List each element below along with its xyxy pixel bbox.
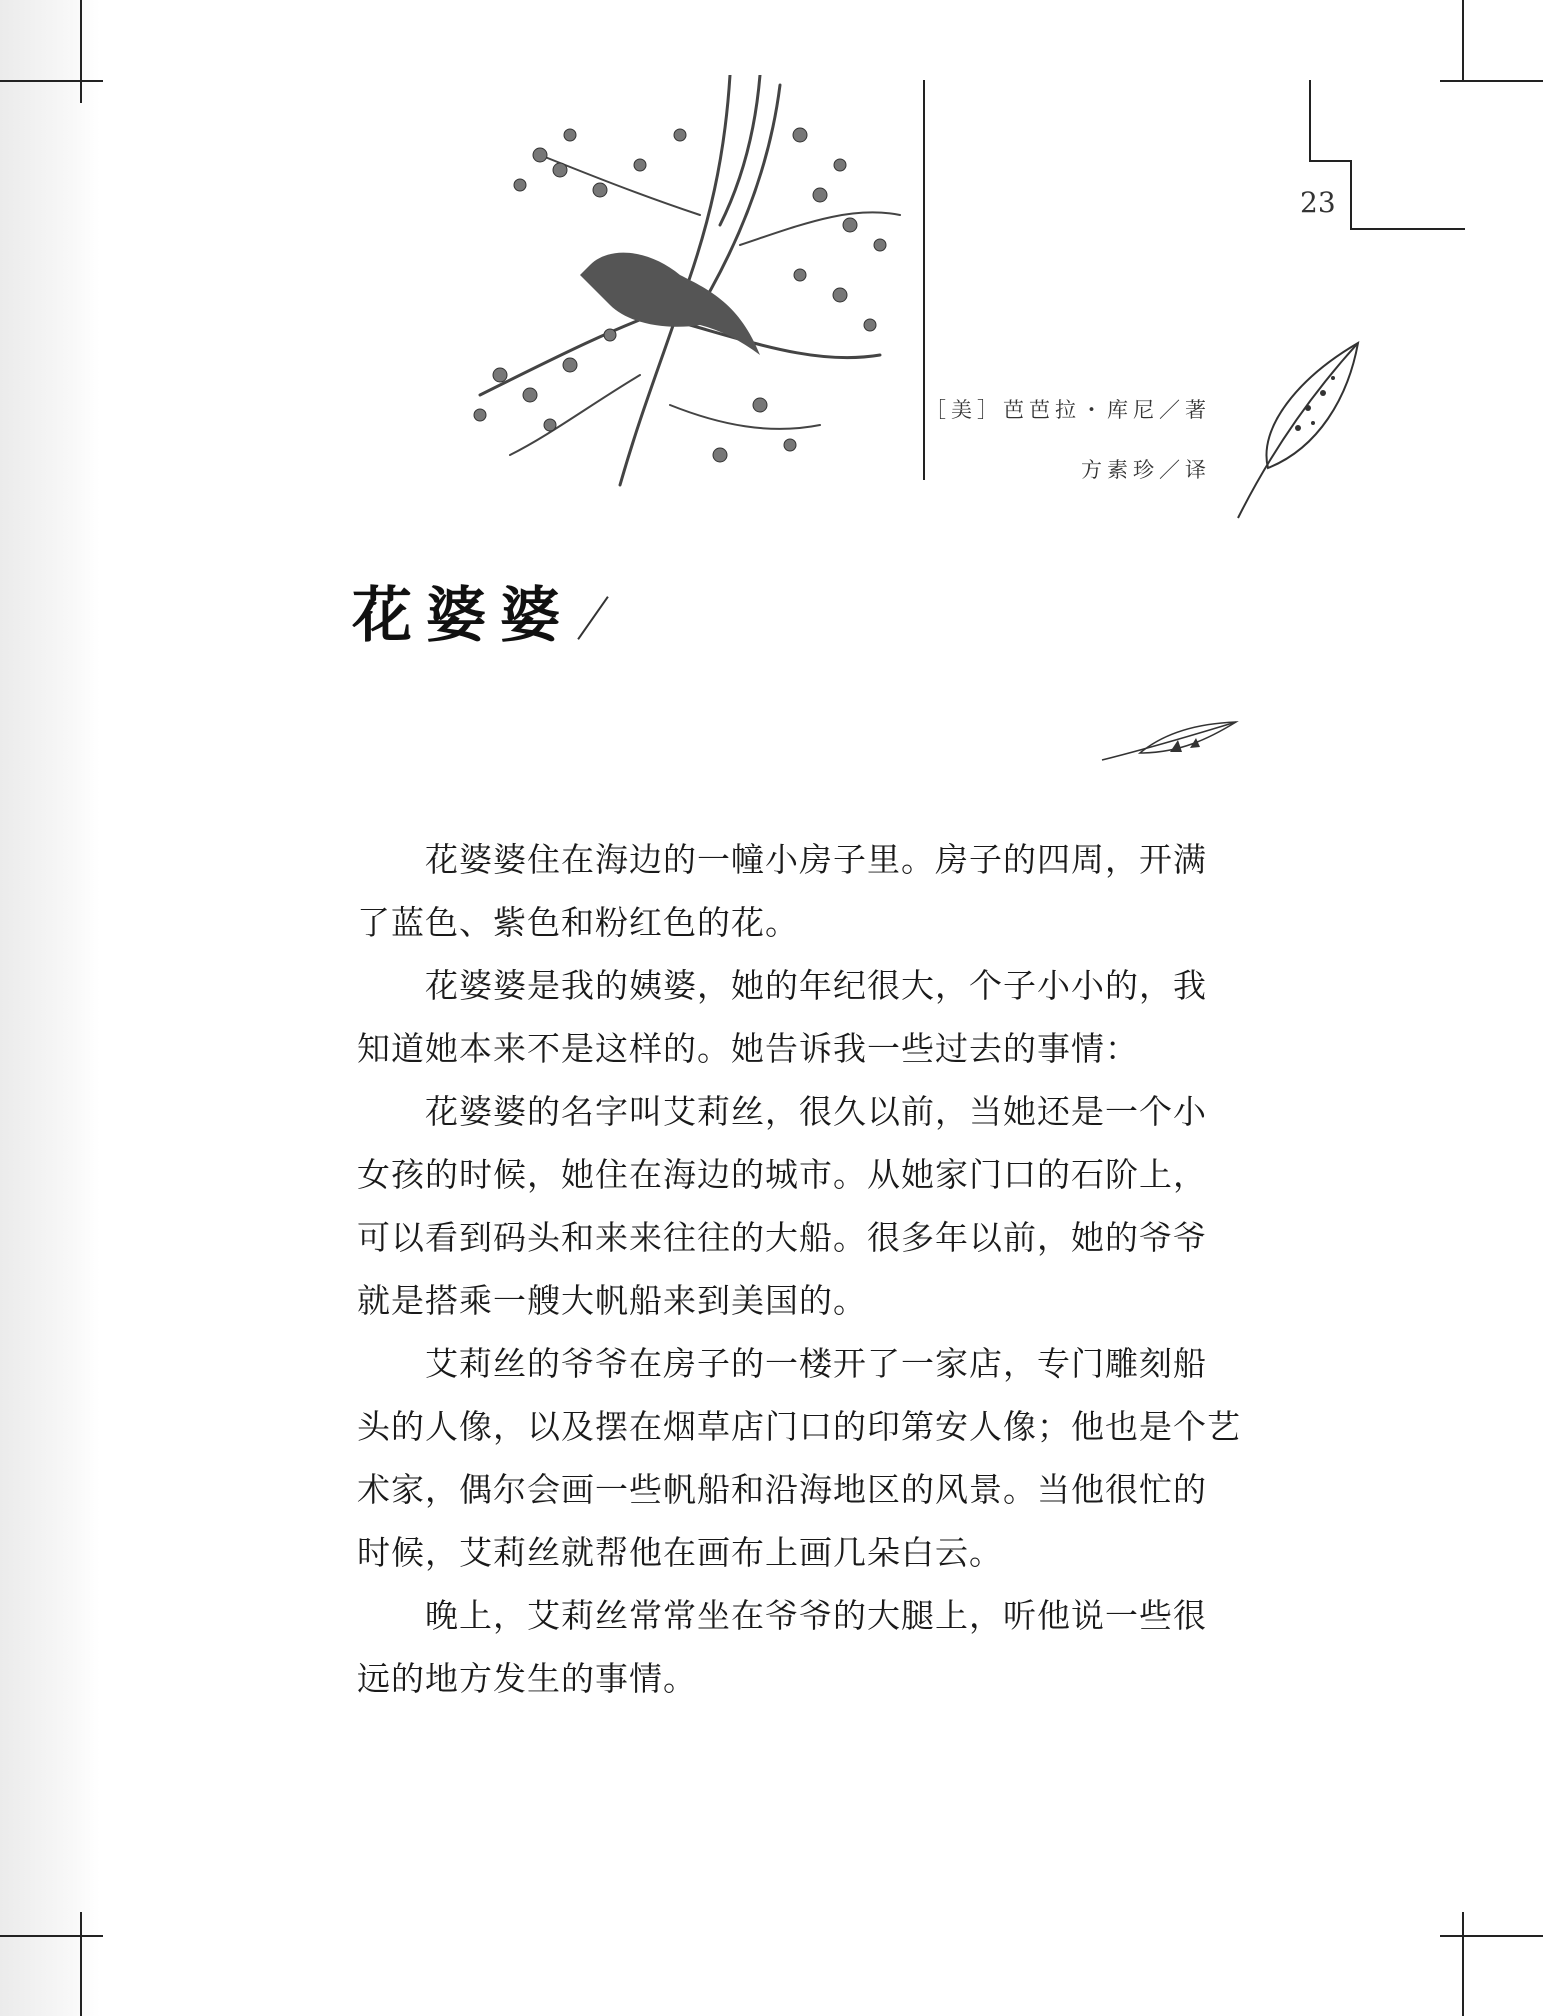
text-line: 头的人像，以及摆在烟草店门口的印第安人像；他也是个艺: [357, 1407, 1241, 1446]
paragraph: [357, 954, 1217, 1080]
text-line: 远的地方发生的事情。: [357, 1659, 697, 1698]
title-slash: [577, 596, 608, 640]
paragraph: [357, 1332, 1241, 1584]
page-number: 23: [1300, 186, 1336, 219]
text-line: 女孩的时候，她住在海边的城市。从她家门口的石阶上，: [357, 1155, 1207, 1194]
text-line: 花婆婆是我的姨婆，她的年纪很大，个子小小的，我: [425, 966, 1207, 1005]
text-line: 就是搭乘一艘大帆船来到美国的。: [357, 1281, 867, 1320]
text-line: 晚上，艾莉丝常常坐在爷爷的大腿上，听他说一些很: [425, 1596, 1207, 1635]
author-credit: ［美］芭芭拉・库尼／著: [925, 398, 1211, 422]
text-line: 可以看到码头和来来往往的大船。很多年以前，她的爷爷: [357, 1218, 1207, 1257]
paragraph: [357, 1584, 1217, 1710]
text-line: 时候，艾莉丝就帮他在画布上画几朵白云。: [357, 1533, 1003, 1572]
translator-credit: 方素珍／译: [1081, 458, 1211, 482]
text-line: 知道她本来不是这样的。她告诉我一些过去的事情：: [357, 1029, 1139, 1068]
paragraph: [357, 828, 1217, 954]
article-body: [357, 828, 1241, 1710]
text-line: 了蓝色、紫色和粉红色的花。: [357, 903, 799, 942]
text-line: 花婆婆的名字叫艾莉丝，很久以前，当她还是一个小: [425, 1092, 1207, 1131]
page-edge-texture: [0, 0, 100, 2016]
paragraph: [357, 1080, 1217, 1332]
text-line: 花婆婆住在海边的一幢小房子里。房子的四周，开满: [425, 840, 1207, 879]
page-title: 花婆婆: [352, 581, 574, 651]
feather-decoration-icon: [1228, 338, 1368, 523]
small-feather-decoration-icon: [1100, 718, 1240, 764]
bird-on-branch-illustration: [440, 75, 920, 495]
text-line: 艾莉丝的爷爷在房子的一楼开了一家店，专门雕刻船: [425, 1344, 1207, 1383]
text-line: 术家，偶尔会画一些帆船和沿海地区的风景。当他很忙的: [357, 1470, 1207, 1509]
